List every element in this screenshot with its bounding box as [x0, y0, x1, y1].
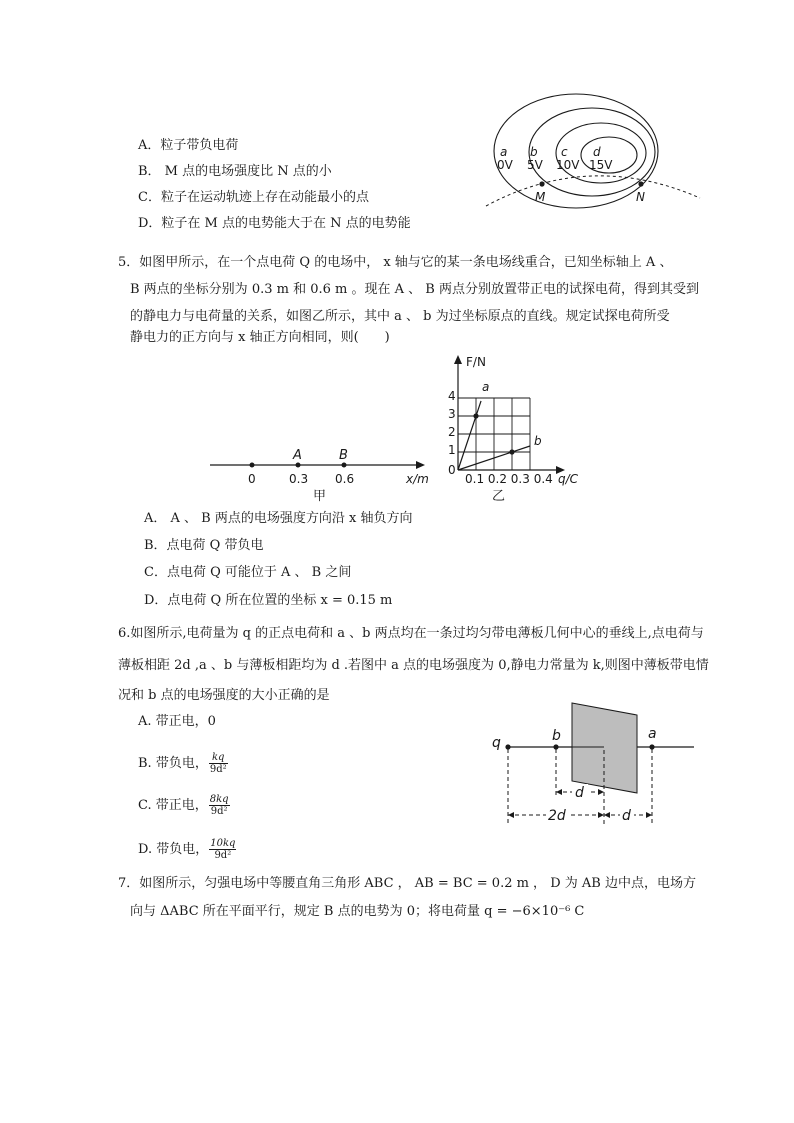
point-m-label: M	[535, 190, 546, 204]
y-tick-2: 2	[448, 425, 456, 439]
q6-option-b-text: B. 带负电，	[138, 756, 208, 771]
tick-a-label: 0.3	[289, 472, 309, 486]
q5-option-d: D．点电荷 Q 所在位置的坐标 x = 0.15 m	[144, 593, 393, 608]
q6-option-c-text: C. 带正电，	[138, 798, 208, 813]
q5-option-c: C．点电荷 Q 可能位于 A 、 B 之间	[144, 565, 352, 580]
q7-stem-line1: 7．如图所示，匀强电场中等腰直角三角形 ABC ， AB = BC = 0.2 m ， D 为 AB 边中点，电场方	[118, 876, 696, 891]
fraction-denominator: 9d²	[210, 806, 228, 817]
surface-b-potential: 5V	[527, 158, 543, 172]
tick-b-label: 0.6	[335, 472, 355, 486]
y-tick-3: 3	[448, 407, 456, 421]
q4-option-d: D．粒子在 M 点的电势能大于在 N 点的电势能	[138, 216, 411, 231]
surface-b-letter: b	[530, 145, 538, 159]
q5-option-a: A． A 、 B 两点的电场强度方向沿 x 轴负方向	[144, 511, 413, 526]
surface-c-potential: 10V	[556, 158, 580, 172]
surface-a-potential: 0V	[497, 158, 513, 172]
fraction-denominator: 9d²	[209, 764, 227, 775]
fraction-numerator: 8kq	[209, 794, 229, 805]
label-q: q	[492, 735, 501, 751]
q5-stem-line1: 5．如图甲所示，在一个点电荷 Q 的电场中， x 轴与它的某一条电场线重合，已知坐标轴上 A 、	[118, 255, 673, 270]
point-b-label: B	[339, 448, 348, 463]
label-b: b	[552, 728, 561, 744]
q5-option-b: B．点电荷 Q 带负电	[144, 538, 264, 553]
surface-d-potential: 15V	[589, 158, 613, 172]
x-tick-labels: 0.1 0.2 0.3 0.4	[465, 472, 553, 486]
y-axis-label: F/N	[466, 355, 486, 369]
q4-option-c: C．粒子在运动轨迹上存在动能最小的点	[138, 190, 369, 205]
x-axis-label: q/C	[558, 472, 579, 486]
q6-stem-line1: 6.如图所示,电荷量为 q 的正点电荷和 a 、b 两点均在一条过均匀带电薄板几何中心的垂线上,点电荷与	[118, 626, 704, 641]
tick-0-label: 0	[248, 472, 256, 486]
q4-option-a: A．粒子带负电荷	[138, 138, 239, 153]
point-a-dot	[649, 744, 654, 749]
fraction-denominator: 9d²	[214, 850, 232, 861]
label-2d: 2d	[548, 808, 566, 824]
figure-jia-caption: 甲	[313, 489, 327, 504]
point-q-dot	[505, 744, 510, 749]
fraction-numerator: kq	[209, 752, 228, 764]
fraction-numerator: 10kq	[210, 838, 236, 849]
surface-d-letter: d	[593, 145, 601, 159]
y-tick-1: 1	[448, 443, 456, 457]
label-d-right: d	[622, 808, 631, 824]
q6-option-d-text: D. 带负电，	[138, 842, 209, 857]
point-n-label: N	[636, 190, 645, 204]
surface-c-letter: c	[561, 145, 568, 159]
q4-option-b: B． M 点的电场强度比 N 点的小	[138, 164, 332, 179]
q5-stem-line2: B 两点的坐标分别为 0.3 m 和 0.6 m 。现在 A 、 B 两点分别放置带正电的试探电荷，得到其受到	[130, 282, 699, 297]
label-d-top: d	[575, 785, 584, 801]
q6-stem-line3: 况和 b 点的电场强度的大小正确的是	[118, 688, 330, 703]
series-a-label: a	[482, 380, 490, 394]
q7-stem-line2: 向与 ΔABC 所在平面平行，规定 B 点的电势为 0；将电荷量 q = −6×10⁻⁶ C	[130, 904, 585, 919]
x-axis-label: x/m	[406, 472, 429, 486]
series-b-label: b	[534, 434, 542, 448]
label-a: a	[648, 726, 657, 742]
q5-stem-line3: 的静电力与电荷量的关系，如图乙所示，其中 a 、 b 为过坐标原点的直线。规定试探电荷所受	[130, 309, 670, 324]
q6-option-a: A. 带正电，0	[138, 714, 216, 729]
point-a-label: A	[293, 448, 302, 463]
y-tick-4: 4	[448, 389, 456, 403]
origin-label: 0	[448, 463, 456, 477]
figure-yi-caption: 乙	[492, 489, 506, 504]
q6-stem-line2: 薄板相距 2d ,a 、b 与薄板相距均为 d .若图中 a 点的电场强度为 0,静电力常量为 k,则图中薄板带电情	[118, 658, 709, 673]
surface-a-letter: a	[500, 145, 508, 159]
point-b-dot	[553, 744, 558, 749]
q5-stem-line4: 静电力的正方向与 x 轴正方向相同，则( )	[130, 330, 390, 345]
